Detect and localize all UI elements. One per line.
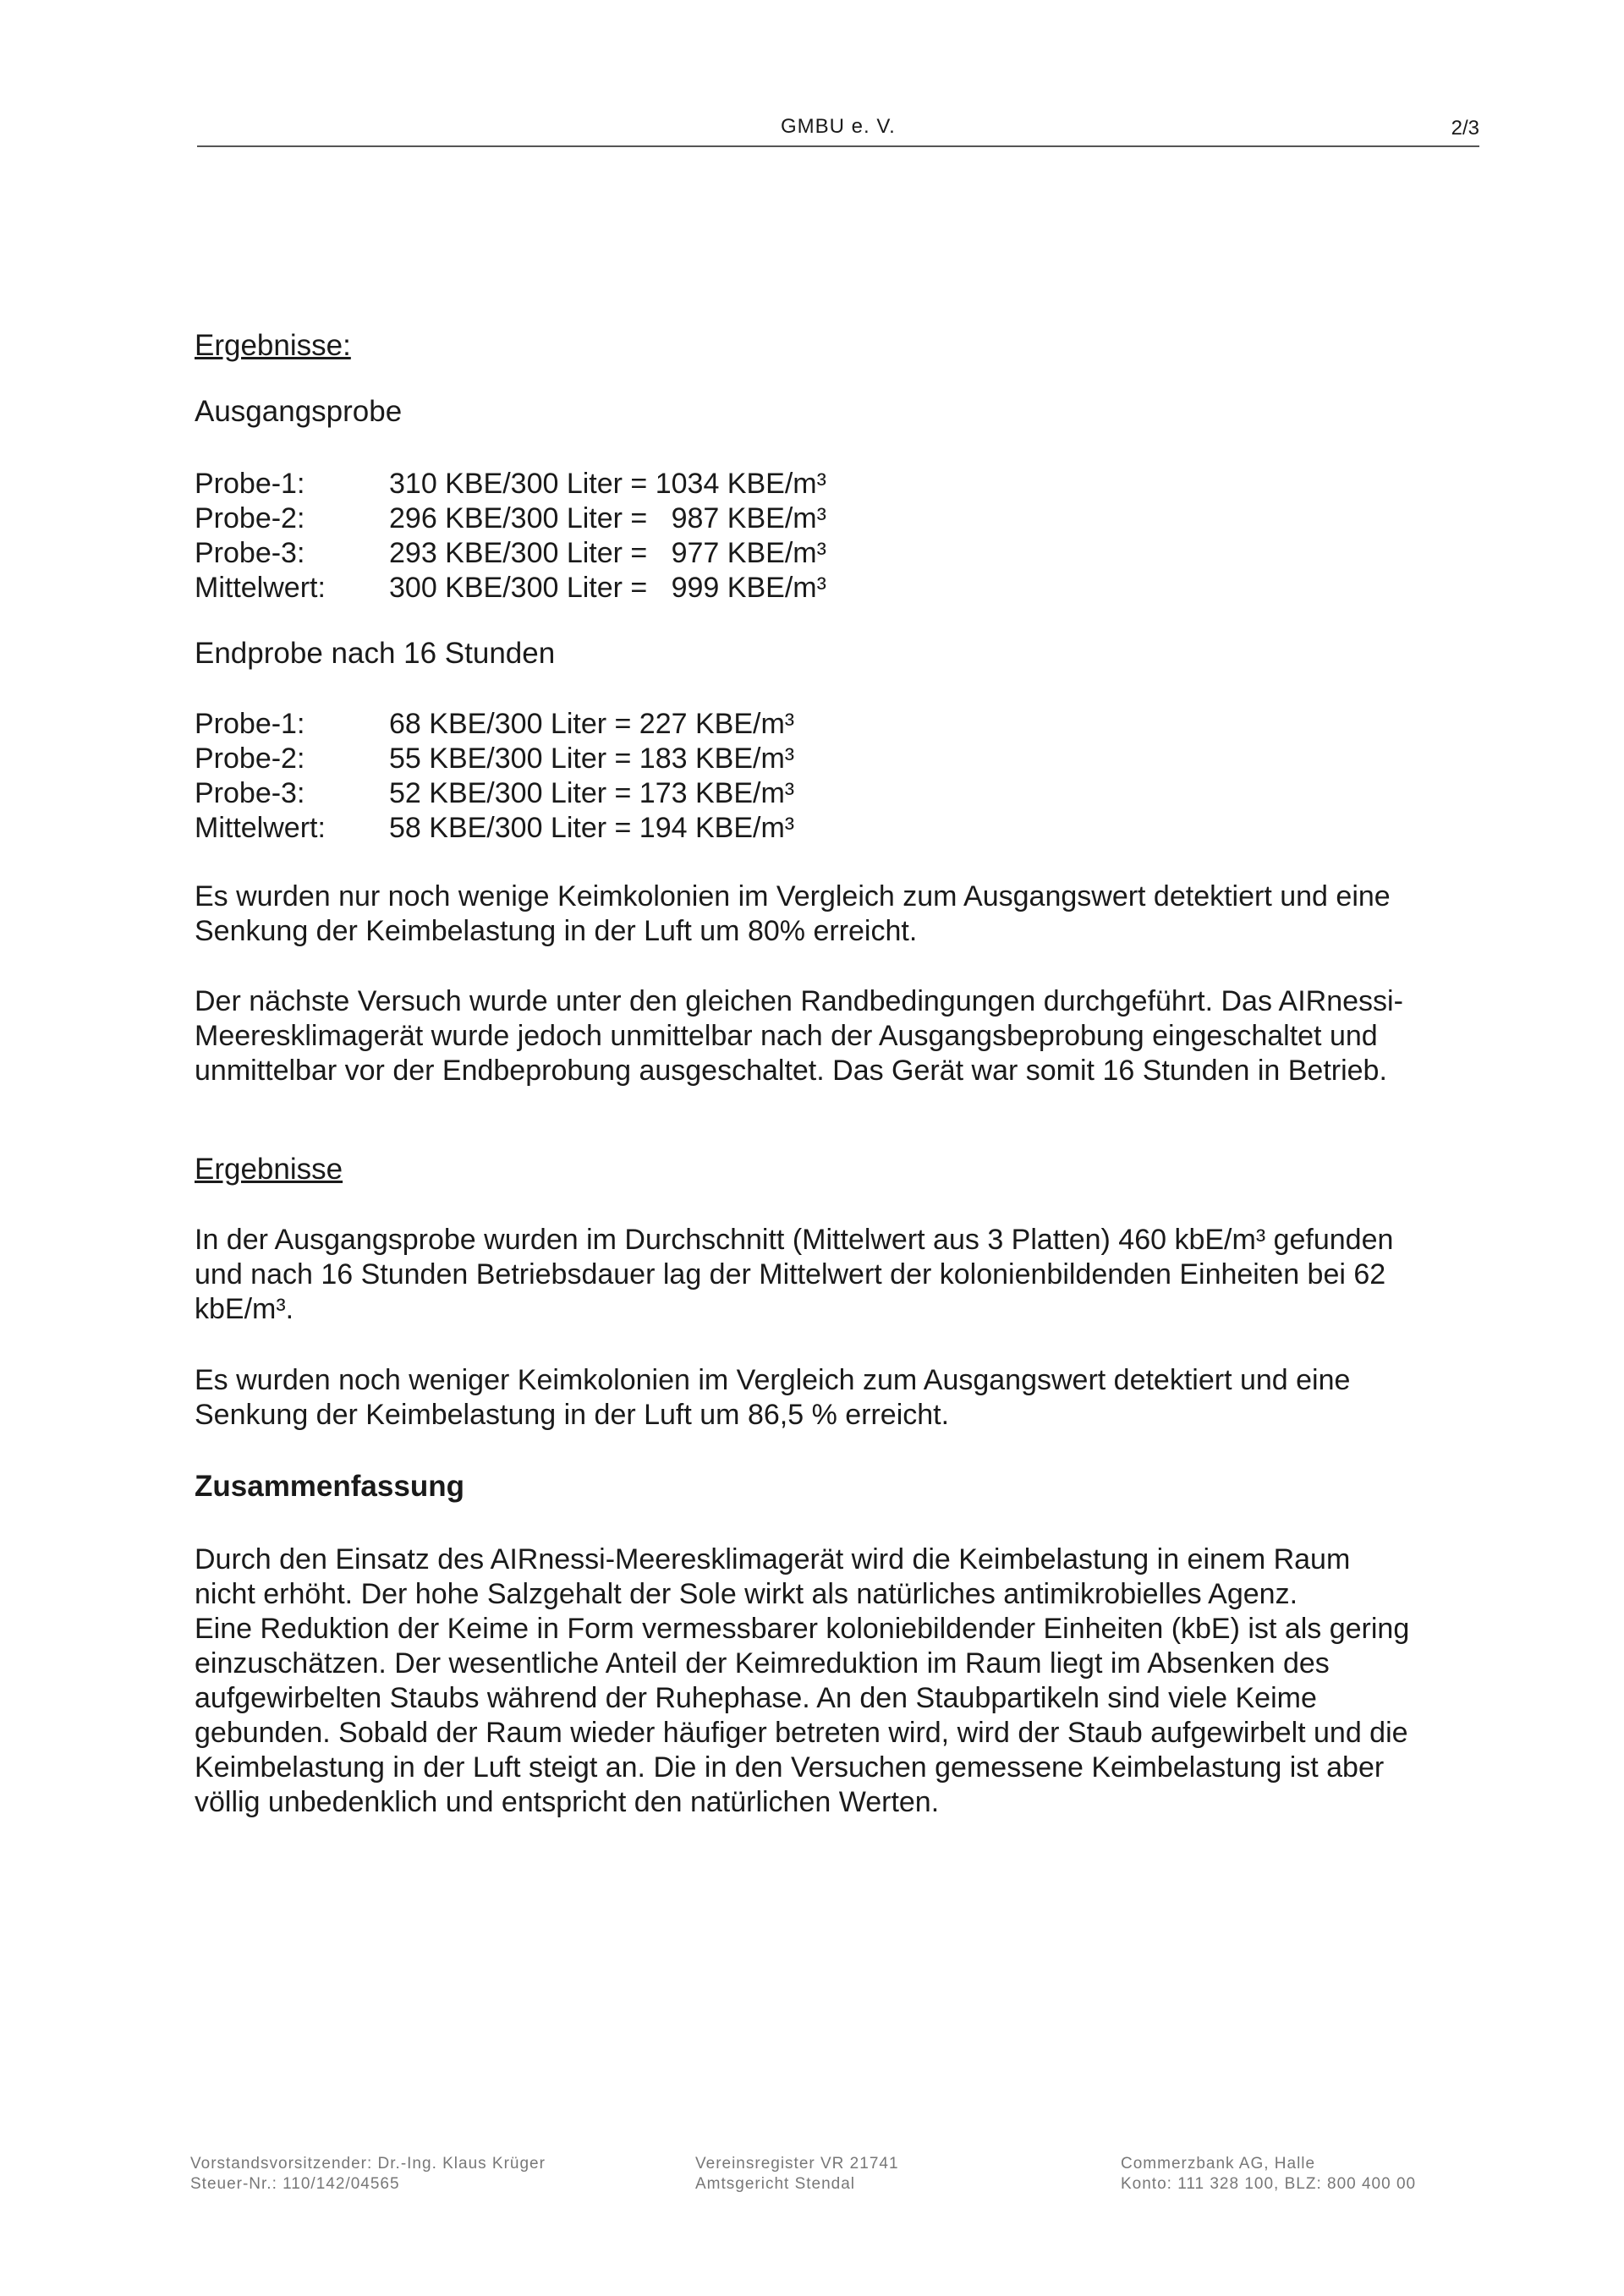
result-paragraph-1: Es wurden nur noch wenige Keimkolonien im Vergleich zum Ausgangswert detektiert und eine Senkung der Keimbelastung in der Luft um 80% erreicht. xyxy=(195,880,1391,947)
summary-heading: Zusammenfassung xyxy=(195,1470,464,1503)
table-row: Probe-2: 296 KBE/300 Liter = 987 KBE/m³ xyxy=(195,502,826,534)
initial-sample-table xyxy=(195,467,826,606)
footer-register: Vereinsregister VR 21741 Amtsgericht Stendal xyxy=(695,2155,899,2193)
end-sample-table xyxy=(195,707,794,846)
results-heading-1: Ergebnisse: xyxy=(195,329,351,362)
initial-sample-heading: Ausgangsprobe xyxy=(195,395,403,428)
results-heading-2: Ergebnisse xyxy=(195,1153,343,1186)
summary-paragraph: Durch den Einsatz des AIRnessi-Meeresklimagerät wird die Keimbelastung in einem Raum nicht erhöht. Der hohe Salzgehalt der Sole wirkt als natürliches antimikrobielles Agenz. Eine Reduktion der Keime in Form vermessbarer koloniebildender Einheiten (kbE) ist als gering einzuschätzen. Der wesentliche Anteil der Keimreduktion im Raum liegt im Absenken des aufgewirbelten Staubs während der Ruhephase. An den Staubpartikeln sind viele Keime gebunden. Sobald der Raum wieder häufiger betreten wird, wird der Staub aufgewirbelt und die Keimbelastung in der Luft steigt an. Die in den Versuchen gemessene Keimbelastung ist aber völlig unbedenklich und entspricht den natürlichen Werten. xyxy=(195,1543,1410,1818)
table-row: Probe-1: 310 KBE/300 Liter = 1034 KBE/m³ xyxy=(195,468,826,500)
result-paragraph-4: Es wurden noch weniger Keimkolonien im Vergleich zum Ausgangswert detektiert und eine Senkung der Keimbelastung in der Luft um 86,5 % erreicht. xyxy=(195,1364,1351,1431)
table-row: Probe-1: 68 KBE/300 Liter = 227 KBE/m³ xyxy=(195,708,795,740)
end-sample-heading: Endprobe nach 16 Stunden xyxy=(195,637,556,670)
table-row: Probe-2: 55 KBE/300 Liter = 183 KBE/m³ xyxy=(195,743,795,775)
table-row: Mittelwert: 58 KBE/300 Liter = 194 KBE/m³ xyxy=(195,812,795,844)
footer-board: Vorstandsvorsitzender: Dr.-Ing. Klaus Krüger Steuer-Nr.: 110/142/04565 xyxy=(190,2155,546,2193)
table-row: Probe-3: 52 KBE/300 Liter = 173 KBE/m³ xyxy=(195,777,795,809)
result-paragraph-3: In der Ausgangsprobe wurden im Durchschnitt (Mittelwert aus 3 Platten) 460 kbE/m³ gefunden und nach 16 Stunden Betriebsdauer lag der Mittelwert der kolonienbildenden Einheiten bei 62 kbE/m³. xyxy=(195,1224,1394,1325)
result-paragraph-2: Der nächste Versuch wurde unter den gleichen Randbedingungen durchgeführt. Das AIRnessi- Meeresklimagerät wurde jedoch unmittelbar nach der Ausgangsbeprobung eingeschaltet und unmittelbar vor der Endbeprobung ausgeschaltet. Das Gerät war somit 16 Stunden in Betrieb. xyxy=(195,985,1403,1087)
footer-bank: Commerzbank AG, Halle Konto: 111 328 100, BLZ: 800 400 00 xyxy=(1121,2155,1417,2193)
table-row: Probe-3: 293 KBE/300 Liter = 977 KBE/m³ xyxy=(195,537,826,569)
header-org: GMBU e. V. xyxy=(781,115,896,138)
table-row: Mittelwert: 300 KBE/300 Liter = 999 KBE/m³ xyxy=(195,572,826,604)
page-header xyxy=(197,110,1479,147)
page-number: 2/3 xyxy=(1451,117,1479,140)
